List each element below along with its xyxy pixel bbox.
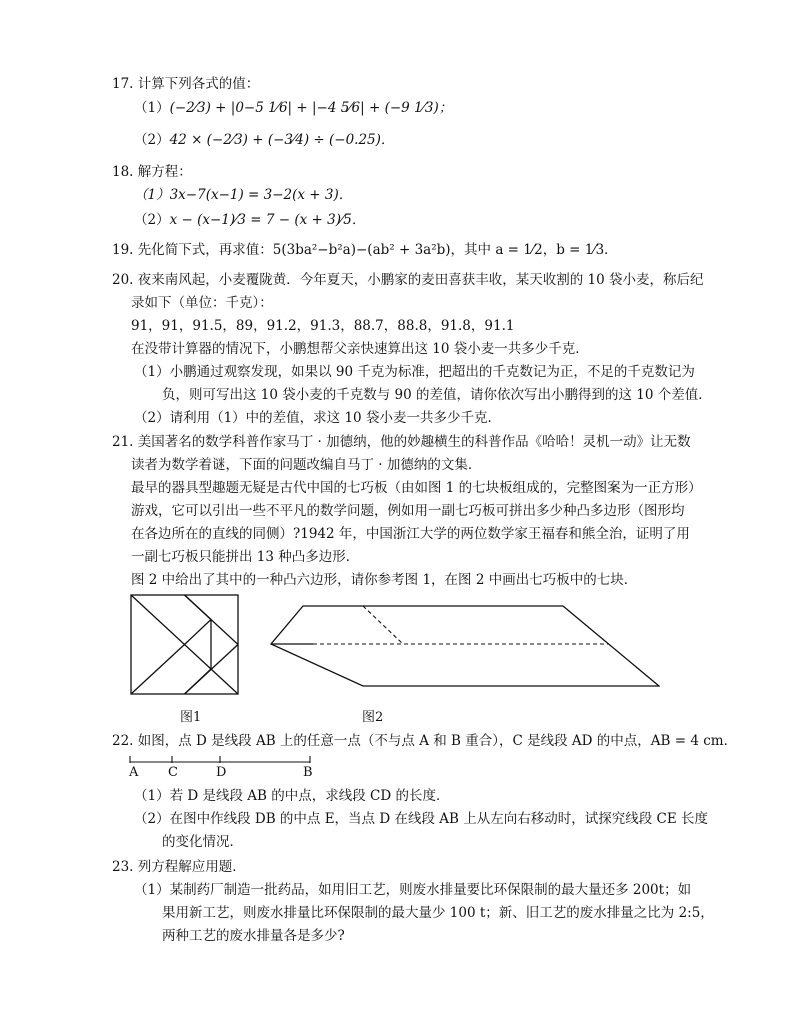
q17-part2 [134, 130, 394, 150]
point-b-label: B [303, 765, 313, 780]
q19-text: 19. 先化简下式，再求值：5(3ba²−b²a)−(ab² + 3a²b)，其中 a = 1⁄2，b = 1⁄3． [112, 242, 618, 258]
q20-line1: 20. 夜来南风起，小麦覆陇黄．今年夏天，小鹏家的麦田喜获丰收，某天收割的 10 袋小麦，称后纪 [112, 272, 704, 288]
q18-part1: （1）3x−7(x−1) = 3−2(x + 3)． [134, 187, 353, 203]
figure-2-caption: 图2 [362, 710, 384, 725]
q22-line1: 22. 如图，点 D 是线段 AB 上的任意一点（不与点 A 和 B 重合），C 是线段 AD 的中点，AB = 4 cm． [112, 733, 738, 749]
q17-part1-expression: (−2⁄3) + |0−5 1⁄6| + |−4 5⁄6| + (−9 1⁄3)； [169, 100, 453, 116]
q21-line4: 游戏，它可以引出一些不平凡的数学问题，例如用一副七巧板可拼出多少种凸多边形（图形均 [131, 503, 685, 519]
tangram-figure-1 [130, 594, 240, 696]
point-d-label: D [216, 765, 227, 780]
q22-part2-line1: （2）在图中作线段 DB 的中点 E，当点 D 在线段 AB 上从左向右移动时，试探究线段 CE 长度 [134, 811, 708, 827]
q20-line2: 录如下（单位：千克）： [131, 295, 273, 311]
q17-part2-label: （2） [134, 132, 170, 148]
q22-part1: （1）若 D 是线段 AB 的中点，求线段 CD 的长度． [134, 788, 450, 804]
q23-part1-line2: 果用新工艺，则废水排量比环保限制的最大量少 100 t；新、旧工艺的废水排量之比为 2:5， [162, 905, 714, 921]
q18-part2-label: （2） [134, 212, 170, 228]
point-c-label: C [168, 765, 178, 780]
q20-part1-line2: 负，则可写出这 10 袋小麦的千克数与 90 的差值，请你依次写出小鹏得到的这 10 个差值． [162, 387, 712, 403]
q21-line1: 21. 美国著名的数学科普作家马丁 · 加德纳，他的妙趣横生的科普作品《哈哈！灵机一动》让无数 [112, 434, 691, 450]
q23-part1-line3: 两种工艺的废水排量各是多少? [162, 928, 345, 944]
q17-part1-label: （1） [134, 100, 170, 116]
q18-heading: 18. 解方程： [112, 164, 192, 180]
q17-heading: 17. 计算下列各式的值： [112, 76, 260, 92]
q18-part2-expression: x − (x−1)⁄3 = 7 − (x + 3)⁄5． [169, 212, 366, 228]
q18-part2 [134, 210, 365, 230]
q23-part1-line1: （1）某制药厂制造一批药品，如用旧工艺，则废水排量要比环保限制的最大量还多 200t；如 [134, 882, 692, 898]
figure-1-caption: 图1 [180, 710, 202, 725]
q21-line7: 图 2 中给出了其中的一种凸六边形，请你参考图 1，在图 2 中画出七巧板中的七块． [131, 572, 638, 588]
point-a-label: A [129, 765, 139, 780]
q17-part2-expression: 42 × (−2⁄3) + (−3⁄4) ÷ (−0.25)． [169, 132, 395, 148]
q23-heading: 23. 列方程解应用题． [112, 859, 246, 875]
q20-line4: 在没带计算器的情况下，小鹏想帮父亲快速算出这 10 袋小麦一共多少千克． [131, 341, 589, 357]
q21-line5: 在各边所在的直线的同侧）?1942 年，中国浙江大学的两位数学家王福春和熊全治，证明了用 [131, 526, 690, 542]
q21-line3: 最早的器具型趣题无疑是古代中国的七巧板（由如图 1 的七块板组成的，完整图案为一正方形） [131, 480, 702, 496]
q20-part2: （2）请利用（1）中的差值，求这 10 袋小麦一共多少千克． [134, 410, 501, 426]
q21-line2: 读者为数学着谜，下面的问题改编自马丁 · 加德纳的文集． [131, 457, 482, 473]
q20-part1-line1: （1）小鹏通过观察发现，如果以 90 千克为标准，把超出的千克数记为正，不足的千克数记为 [134, 364, 695, 380]
q22-part2-line2: 的变化情况． [162, 834, 243, 850]
q21-line6: 一副七巧板只能拼出 13 种凸多边形． [131, 549, 360, 565]
q20-data-list: 91，91，91.5，89，91.2，91.3，88.7，88.8，91.8，91.1 [131, 318, 515, 334]
hexagon-figure-2 [270, 604, 660, 688]
q17-part1 [134, 98, 452, 118]
